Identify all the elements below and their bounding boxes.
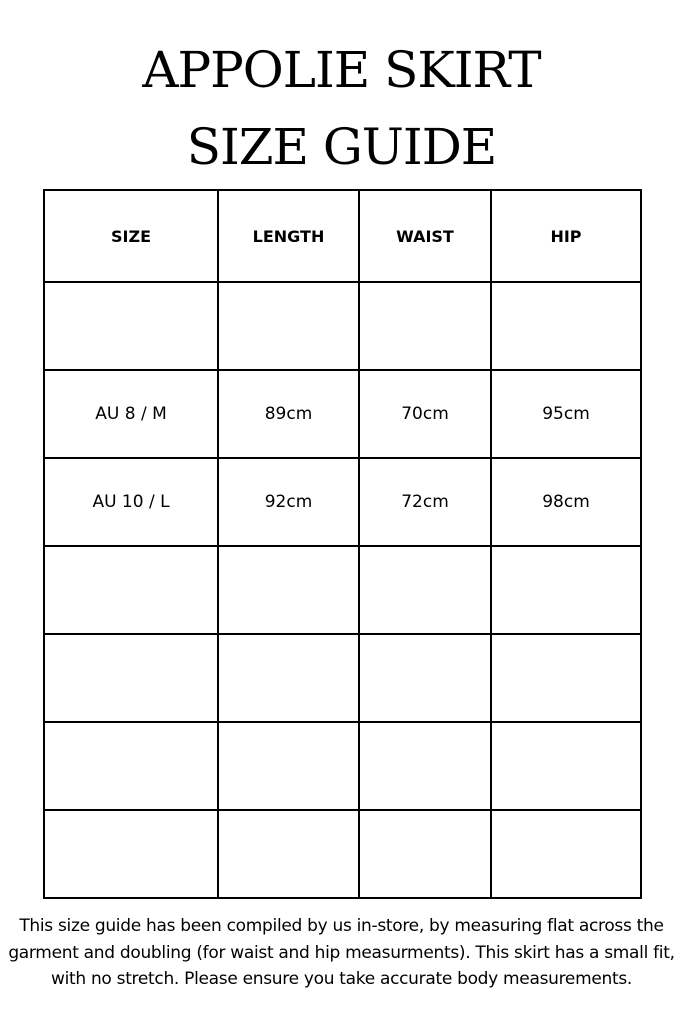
cell-waist [359,282,491,370]
table-row [44,634,641,722]
cell-size: AU 10 / L [44,458,218,546]
header-size: SIZE [44,190,218,282]
cell-size [44,282,218,370]
cell-hip [491,634,641,722]
header-length: LENGTH [218,190,359,282]
table-row [44,370,641,458]
cell-waist: 70cm [359,370,491,458]
table-row [44,458,641,546]
table-row [44,722,641,810]
table-header-row [44,190,641,282]
cell-length [218,810,359,898]
cell-waist [359,634,491,722]
cell-waist [359,810,491,898]
page-title: APPOLIE SKIRT [142,41,541,99]
header-waist: WAIST [359,190,491,282]
cell-length [218,722,359,810]
cell-size [44,634,218,722]
cell-length: 92cm [218,458,359,546]
cell-length [218,546,359,634]
size-guide-table [43,189,642,899]
size-guide-note: This size guide has been compiled by us in-store, by measuring flat across the garment and doubling (for waist and hip measurments). This skirt has a small fit, with no stretch. Please ensure you take accurate body measurements. [8,916,675,990]
cell-hip: 95cm [491,370,641,458]
cell-waist [359,722,491,810]
cell-size [44,810,218,898]
cell-hip [491,810,641,898]
header-hip: HIP [491,190,641,282]
cell-hip [491,722,641,810]
cell-size: AU 8 / M [44,370,218,458]
table-row [44,546,641,634]
page-subtitle: SIZE GUIDE [186,118,497,176]
cell-length: 89cm [218,370,359,458]
cell-waist [359,546,491,634]
cell-size [44,546,218,634]
cell-hip [491,282,641,370]
cell-length [218,634,359,722]
table-row [44,282,641,370]
table-row [44,810,641,898]
cell-size [44,722,218,810]
cell-waist: 72cm [359,458,491,546]
cell-hip [491,546,641,634]
cell-hip: 98cm [491,458,641,546]
cell-length [218,282,359,370]
